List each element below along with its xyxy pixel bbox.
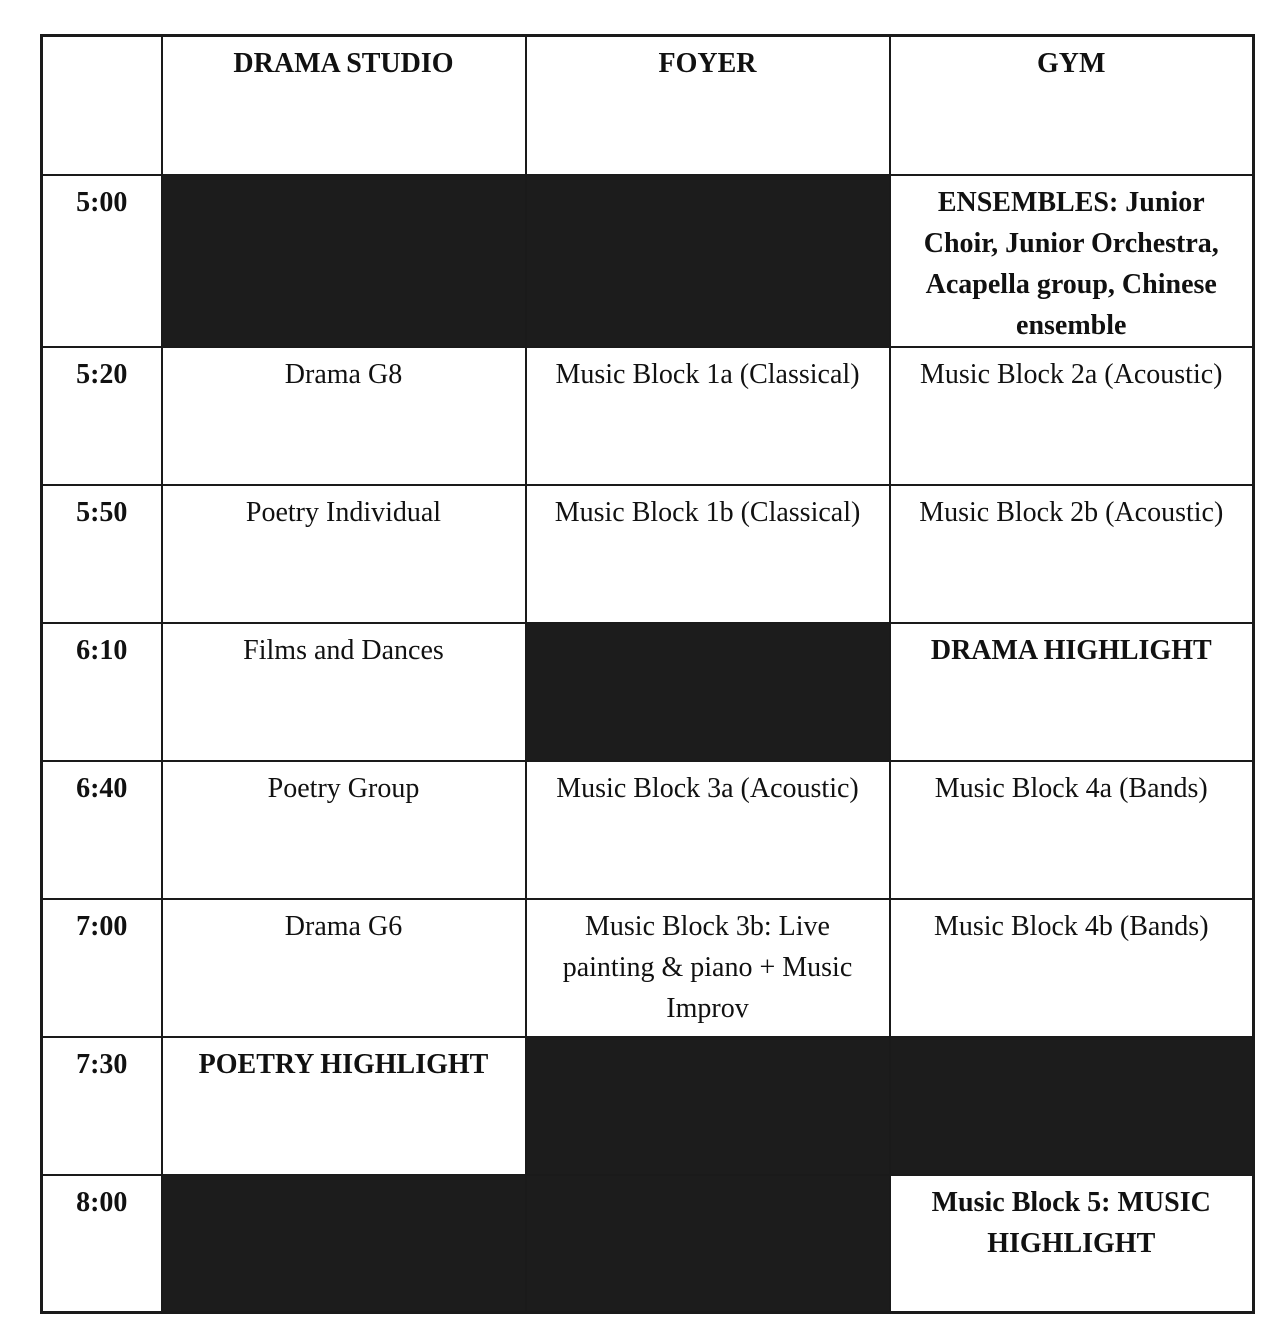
header-gym: GYM bbox=[890, 36, 1254, 175]
table-row bbox=[42, 175, 1254, 347]
blocked-cell bbox=[890, 1037, 1254, 1175]
event-cell: Music Block 2b (Acoustic) bbox=[890, 485, 1254, 623]
event-cell: Drama G6 bbox=[162, 899, 526, 1037]
event-cell: Music Block 5: MUSIC HIGHLIGHT bbox=[890, 1175, 1254, 1313]
event-cell: Poetry Group bbox=[162, 761, 526, 899]
table-row bbox=[42, 899, 1254, 1037]
event-cell: Music Block 3a (Acoustic) bbox=[526, 761, 890, 899]
time-slot: 6:10 bbox=[42, 623, 162, 761]
event-cell: Music Block 4b (Bands) bbox=[890, 899, 1254, 1037]
event-cell: Music Block 1a (Classical) bbox=[526, 347, 890, 485]
header-time-corner bbox=[42, 36, 162, 175]
blocked-cell bbox=[526, 1175, 890, 1313]
event-cell: Drama G8 bbox=[162, 347, 526, 485]
table-row bbox=[42, 623, 1254, 761]
event-cell: Poetry Individual bbox=[162, 485, 526, 623]
table-row bbox=[42, 1175, 1254, 1313]
blocked-cell bbox=[526, 175, 890, 347]
blocked-cell bbox=[526, 623, 890, 761]
event-cell: ENSEMBLES: Junior Choir, Junior Orchestra, Acapella group, Chinese ensemble bbox=[890, 175, 1254, 347]
event-cell: DRAMA HIGHLIGHT bbox=[890, 623, 1254, 761]
time-slot: 7:30 bbox=[42, 1037, 162, 1175]
blocked-cell bbox=[526, 1037, 890, 1175]
time-slot: 5:20 bbox=[42, 347, 162, 485]
event-cell: Music Block 3b: Live painting & piano + Music Improv bbox=[526, 899, 890, 1037]
blocked-cell bbox=[162, 175, 526, 347]
header-row bbox=[42, 36, 1254, 175]
header-drama-studio: DRAMA STUDIO bbox=[162, 36, 526, 175]
table-row bbox=[42, 1037, 1254, 1175]
blocked-cell bbox=[162, 1175, 526, 1313]
event-cell: Music Block 1b (Classical) bbox=[526, 485, 890, 623]
time-slot: 5:50 bbox=[42, 485, 162, 623]
event-cell: Music Block 4a (Bands) bbox=[890, 761, 1254, 899]
time-slot: 5:00 bbox=[42, 175, 162, 347]
header-foyer: FOYER bbox=[526, 36, 890, 175]
time-slot: 6:40 bbox=[42, 761, 162, 899]
event-cell: Films and Dances bbox=[162, 623, 526, 761]
table-row bbox=[42, 761, 1254, 899]
time-slot: 7:00 bbox=[42, 899, 162, 1037]
table-row bbox=[42, 347, 1254, 485]
schedule-table bbox=[40, 34, 1255, 1314]
table-row bbox=[42, 485, 1254, 623]
event-cell: POETRY HIGHLIGHT bbox=[162, 1037, 526, 1175]
event-cell: Music Block 2a (Acoustic) bbox=[890, 347, 1254, 485]
time-slot: 8:00 bbox=[42, 1175, 162, 1313]
